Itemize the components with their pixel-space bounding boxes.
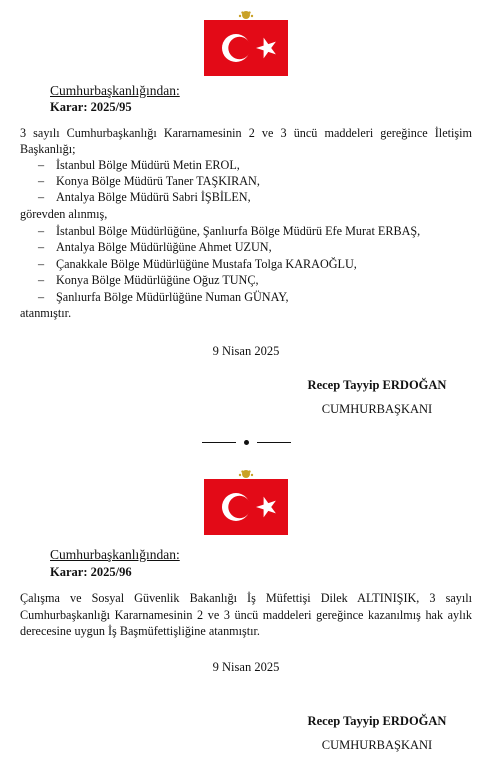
authority-heading: Cumhurbaşkanlığından: xyxy=(50,547,180,562)
signer-name: Recep Tayyip ERDOĞAN xyxy=(307,378,447,392)
authority-heading: Cumhurbaşkanlığından: xyxy=(50,83,180,98)
list-item: – Konya Bölge Müdürü Taner TAŞKIRAN, xyxy=(38,174,260,189)
list-item: – Çanakkale Bölge Müdürlüğüne Mustafa Tolga KARAOĞLU, xyxy=(38,256,357,271)
turkish-flag-icon xyxy=(204,479,288,535)
body-line: Çalışma ve Sosyal Güvenlik Bakanlığı İş Müfettişi Dilek ALTINIŞIK, 3 sayılı xyxy=(20,591,472,605)
section-separator xyxy=(0,434,492,449)
presidential-seal-icon xyxy=(204,469,288,479)
decree-date: 9 Nisan 2025 xyxy=(212,344,280,358)
dismissed-list xyxy=(38,158,260,207)
list-item: – Antalya Bölge Müdürlüğüne Ahmet UZUN, xyxy=(38,240,272,255)
appointed-list xyxy=(38,224,420,306)
body-line: derecesine uygun İş Başmüfettişliğine atanmıştır. xyxy=(20,624,260,638)
intro-line: 3 sayılı Cumhurbaşkanlığı Kararnamesinin 2 ve 3 üncü maddeleri gereğince İletişim xyxy=(20,126,472,140)
signer-name: Recep Tayyip ERDOĞAN xyxy=(307,714,447,728)
signature-block xyxy=(297,378,457,417)
presidential-seal-icon xyxy=(204,10,288,20)
decision-number: Karar: 2025/95 xyxy=(50,100,132,114)
decision-number: Karar: 2025/96 xyxy=(50,565,132,579)
body-line: Cumhurbaşkanlığı Kararnamesinin 2 ve 3 üncü maddeleri gereğince kazanılmış hak aylık xyxy=(20,607,472,622)
list-item: – İstanbul Bölge Müdürlüğüne, Şanlıurfa Bölge Müdürü Efe Murat ERBAŞ, xyxy=(38,224,421,238)
list-item: – Şanlıurfa Bölge Müdürlüğüne Numan GÜNAY, xyxy=(38,289,289,304)
intro-line: Başkanlığı; xyxy=(20,141,76,156)
list-item: – Antalya Bölge Müdürü Sabri İŞBİLEN, xyxy=(38,190,251,205)
decree-date: 9 Nisan 2025 xyxy=(212,660,280,674)
turkish-flag-icon xyxy=(204,20,288,76)
appointed-tail: atanmıştır. xyxy=(20,306,72,320)
list-item: – İstanbul Bölge Müdürü Metin EROL, xyxy=(38,158,240,172)
list-item: – Konya Bölge Müdürlüğüne Oğuz TUNÇ, xyxy=(38,273,259,288)
decree-intro xyxy=(20,126,472,157)
decree-body xyxy=(20,590,472,640)
dismissed-tail: görevden alınmış, xyxy=(20,207,108,221)
signer-title: CUMHURBAŞKANI xyxy=(321,738,433,752)
signature-block xyxy=(297,714,457,753)
signer-title: CUMHURBAŞKANI xyxy=(321,402,433,416)
